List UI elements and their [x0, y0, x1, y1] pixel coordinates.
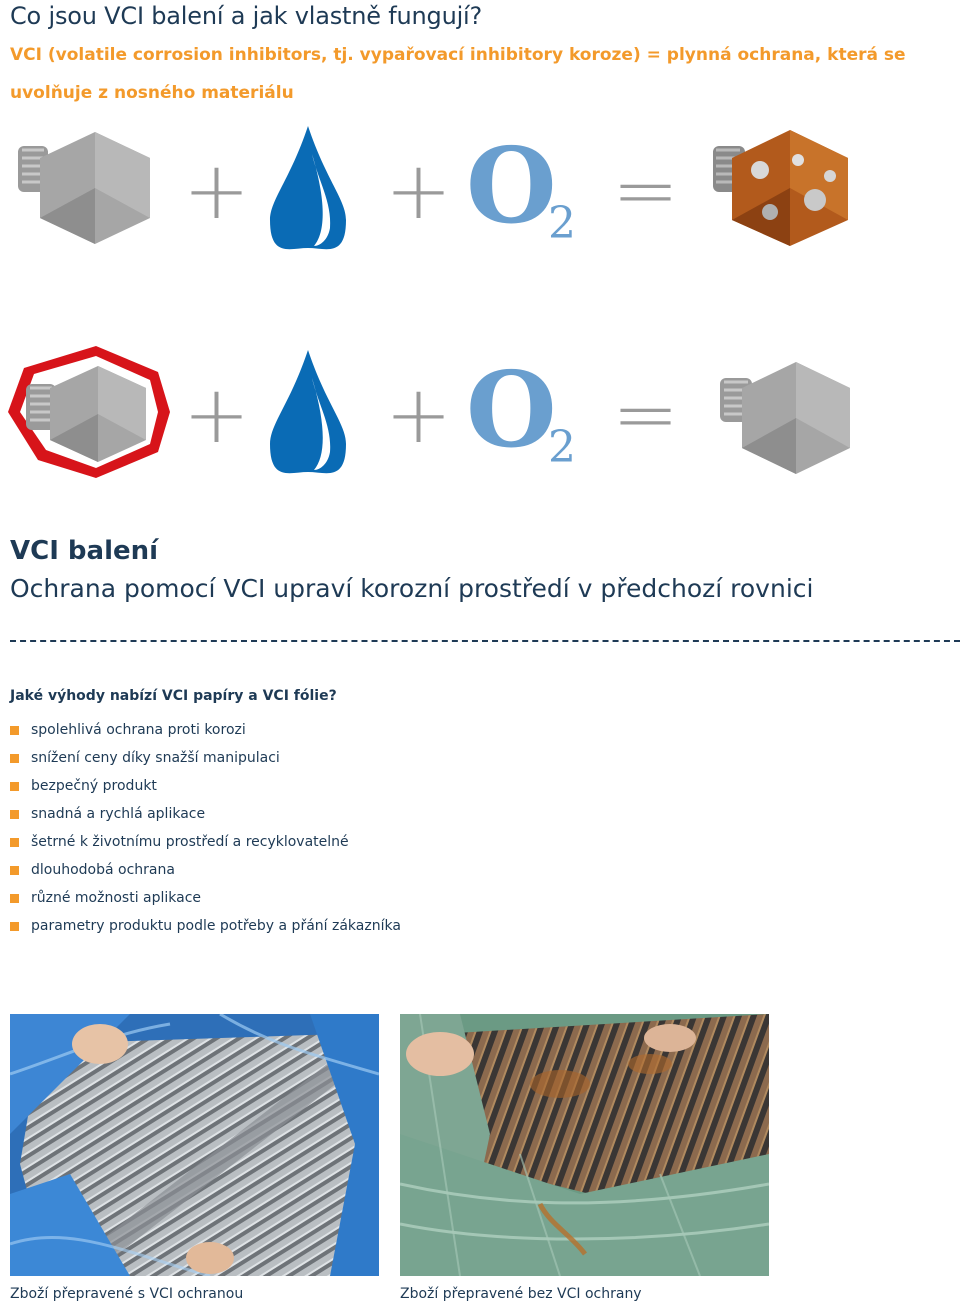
list-item: šetrné k životnímu prostředí a recyklovatelné	[10, 828, 401, 856]
water-drop-icon	[270, 126, 346, 249]
page-title: Co jsou VCI balení a jak vlastně fungují?	[10, 2, 483, 30]
page-subtitle: VCI (volatile corrosion inhibitors, tj. vypařovací inhibitory koroze) = plynná ochrana, která se uvolňuje z nosného materiálu	[10, 45, 906, 103]
rusty-bolt-icon	[713, 130, 848, 246]
plus-sign: +	[385, 144, 453, 237]
square-bullet-icon	[10, 810, 19, 819]
list-item: snadná a rychlá aplikace	[10, 800, 401, 828]
list-item: bezpečný produkt	[10, 772, 401, 800]
equals-sign: =	[612, 368, 680, 461]
oxygen-subscript: 2	[548, 198, 576, 249]
list-item: parametry produktu podle potřeby a přání zákazníka	[10, 912, 401, 940]
list-item: různé možnosti aplikace	[10, 884, 401, 912]
plus-sign: +	[183, 368, 251, 461]
oxygen-symbol: O	[466, 124, 557, 247]
square-bullet-icon	[10, 894, 19, 903]
vci-protected-bolt-icon	[8, 346, 170, 478]
square-bullet-icon	[10, 922, 19, 931]
equals-sign: =	[612, 144, 680, 237]
square-bullet-icon	[10, 838, 19, 847]
square-bullet-icon	[10, 782, 19, 791]
square-bullet-icon	[10, 726, 19, 735]
clean-bolt-icon	[720, 362, 850, 474]
vci-subheading: Ochrana pomocí VCI upraví korozní prostředí v předchozí rovnici	[10, 574, 814, 603]
square-bullet-icon	[10, 754, 19, 763]
plus-sign: +	[183, 144, 251, 237]
plus-sign: +	[385, 368, 453, 461]
photo-caption-without-vci: Zboží přepravené bez VCI ochrany	[400, 1286, 642, 1302]
bolt-icon	[18, 132, 150, 244]
list-item: spolehlivá ochrana proti korozi	[10, 716, 401, 744]
oxygen-symbol: O	[466, 348, 557, 471]
photo-caption-with-vci: Zboží přepravené s VCI ochranou	[10, 1286, 244, 1302]
list-item: dlouhodobá ochrana	[10, 856, 401, 884]
oxygen-subscript: 2	[548, 422, 576, 473]
vci-heading: VCI balení	[10, 536, 159, 566]
photo-with-vci	[10, 1014, 379, 1276]
list-item: snížení ceny díky snažší manipulaci	[10, 744, 401, 772]
water-drop-icon	[270, 350, 346, 473]
photo-without-vci	[400, 1014, 769, 1276]
benefits-heading: Jaké výhody nabízí VCI papíry a VCI fólie?	[10, 688, 337, 704]
vci-equation	[0, 344, 960, 504]
dashed-divider	[10, 640, 960, 642]
rust-equation	[0, 120, 960, 280]
benefits-list	[10, 716, 401, 940]
square-bullet-icon	[10, 866, 19, 875]
